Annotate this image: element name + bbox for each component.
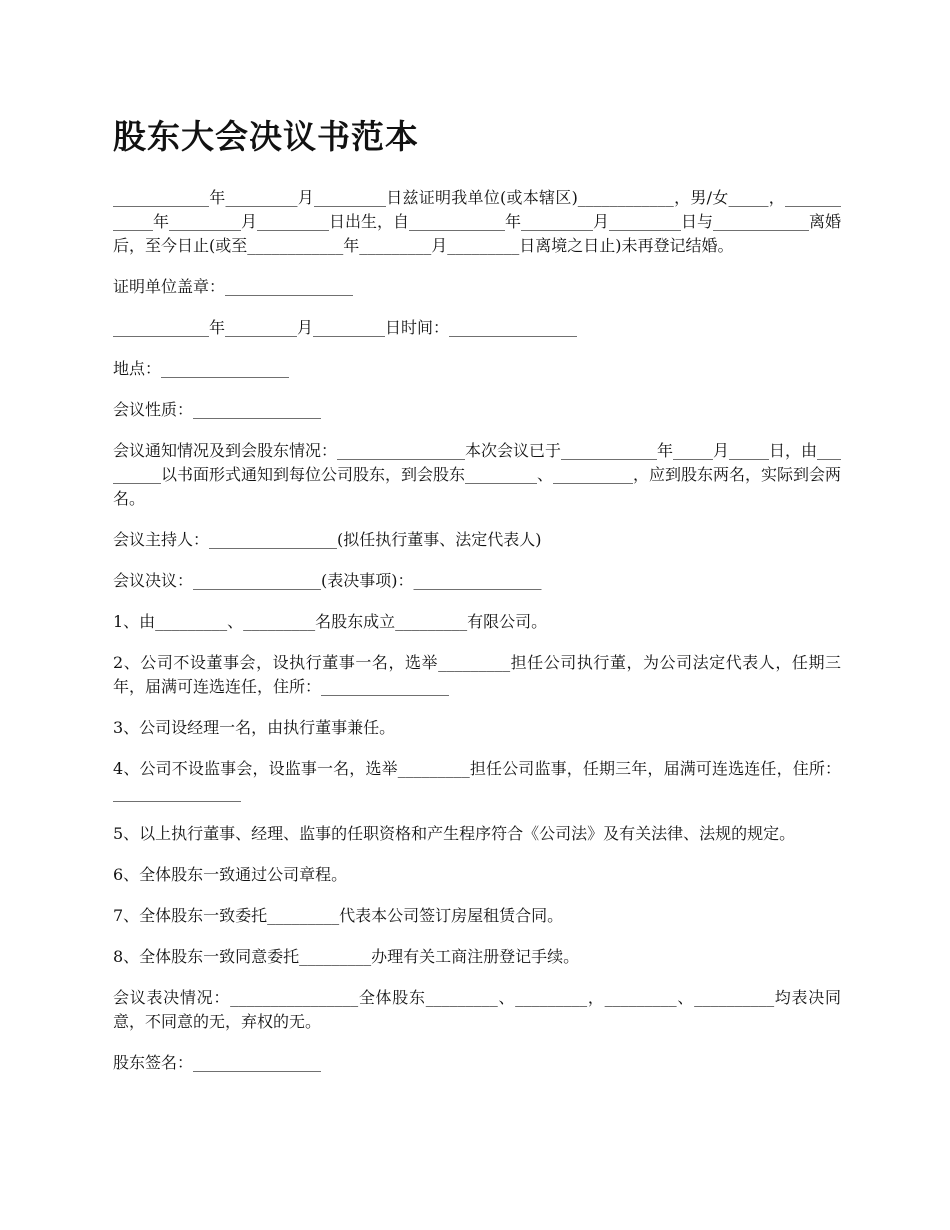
resolution-item-8: 8、全体股东一致同意委托_________办理有关工商注册登记手续。 [113, 947, 580, 966]
document-page [113, 112, 841, 1092]
meeting-host-line: 会议主持人：________________(拟任执行董事、法定代表人) [113, 530, 542, 549]
document-title: 股东大会决议书范本 [113, 117, 419, 156]
certifying-unit-seal-line: 证明单位盖章：________________ [113, 277, 354, 296]
voting-result-paragraph: 会议表决情况：________________全体股东_________、_________，_________、__________均表决同意，不同意的无，弃权的无。 [113, 988, 841, 1031]
resolution-item-1: 1、由_________、_________名股东成立_________有限公司。 [113, 612, 548, 631]
certificate-paragraph: ____________年_________月_________日兹证明我单位(或本辖区)____________，男/女_____，____________年_________月_________日出生，自____________年_________月_________日与____________离婚后，至今日止(或至____________年_________月_________日离境之日止)未再登记结婚。 [113, 188, 842, 255]
meeting-notice-paragraph: 会议通知情况及到会股东情况：________________本次会议已于____________年_____月_____日，由_________以书面形式通知到每位公司股东，到会股东_________、__________，应到股东两名，实际到会两名。 [113, 441, 842, 508]
resolution-item-3: 3、公司设经理一名，由执行董事兼任。 [113, 718, 396, 737]
meeting-resolution-line: 会议决议：________________(表决事项)：________________ [113, 571, 542, 590]
date-time-line: ____________年_________月_________日时间：________________ [113, 318, 578, 337]
resolution-item-6: 6、全体股东一致通过公司章程。 [113, 865, 348, 884]
resolution-item-5: 5、以上执行董事、经理、监事的任职资格和产生程序符合《公司法》及有关法律、法规的规定。 [113, 824, 796, 843]
location-line: 地点：________________ [113, 359, 290, 378]
resolution-item-7: 7、全体股东一致委托_________代表本公司签订房屋租赁合同。 [113, 906, 564, 925]
meeting-nature-line: 会议性质：________________ [113, 400, 322, 419]
resolution-item-2: 2、公司不设董事会，设执行董事一名，选举_________担任公司执行董，为公司法定代表人，任期三年，届满可连选连任，住所：________________ [113, 653, 841, 696]
shareholder-signature-line: 股东签名：________________ [113, 1053, 322, 1072]
resolution-item-4: 4、公司不设监事会，设监事一名，选举_________担任公司监事，任期三年，届满可连选连任，住所：________________ [113, 759, 841, 802]
